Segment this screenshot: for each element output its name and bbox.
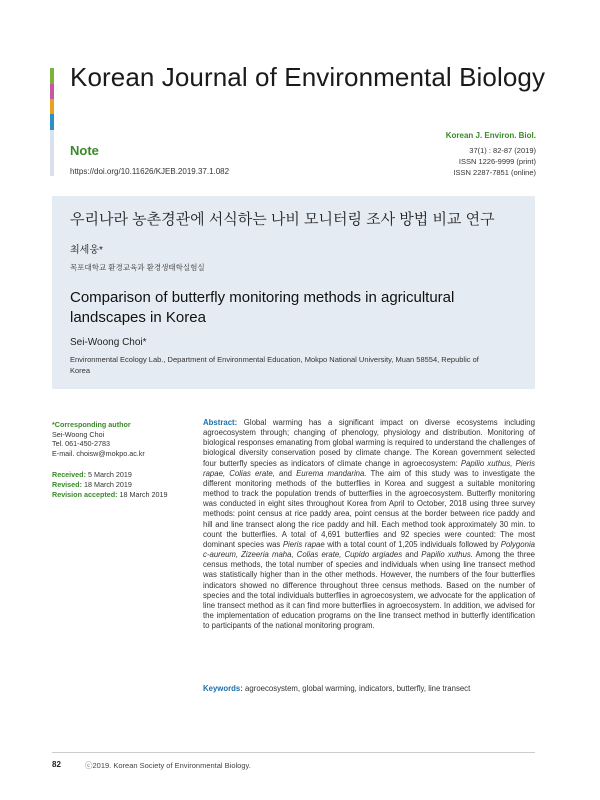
journal-abbreviation: Korean J. Environ. Biol.	[445, 131, 536, 140]
received-date: 5 March 2019	[87, 470, 132, 480]
doi-link[interactable]: https://doi.org/10.11626/KJEB.2019.37.1.082	[70, 167, 230, 176]
accent-bar-green	[50, 68, 54, 84]
revised-line	[52, 480, 192, 490]
abstract	[203, 418, 535, 631]
volume-info: 37(1) : 82-87 (2019)	[469, 146, 536, 155]
accent-bar-blue	[50, 114, 54, 130]
accent-bar-light	[50, 130, 54, 176]
keywords-text: agroecosystem, global warming, indicators, butterfly, line transect	[245, 684, 471, 693]
english-author: Sei-Woong Choi*	[70, 337, 147, 348]
corresponding-author-label: *Corresponding author	[52, 420, 131, 429]
corresponding-author-email[interactable]: E-mail. choisw@mokpo.ac.kr	[52, 448, 145, 458]
keywords-label: Keywords:	[203, 684, 243, 693]
species-names: Pieris rapae	[282, 539, 325, 549]
english-title: Comparison of butterfly monitoring methods in agricultural landscapes in Korea	[70, 289, 455, 326]
abstract-text: Among the three census methods, the total number of species and individuals when using line transect method was statistically higher than in the other methods. However, the numbers of the four butterflies indicators showed no difference throughout three census methods. Based on the number of species and the total individuals butterflies in agroecosystem, we advocate for the application of line transect method as it can find more butterflies in agroecosystem. In addition, we advised for the implementation of education programs on the line transect method in butterfly identification to participants of the national monitoring program.	[203, 550, 536, 631]
korean-affiliation: 목포대학교 환경교육과 환경생태학실험실	[70, 263, 205, 272]
english-affiliation: Environmental Ecology Lab., Department of Environmental Education, Mokpo National University, Muan 58554, Republic of Korea	[70, 355, 479, 375]
copyright-notice: ⓒ2019. Korean Society of Environmental Biology.	[85, 761, 251, 770]
keywords	[203, 684, 535, 694]
abstract-label: Abstract:	[203, 418, 238, 427]
accepted-line	[52, 490, 192, 500]
accepted-date: 18 March 2019	[119, 489, 168, 499]
article-type-label: Note	[70, 143, 99, 158]
accepted-label: Revision accepted:	[52, 489, 118, 499]
abstract-text: and	[402, 550, 422, 560]
korean-title: 우리나라 농촌경관에 서식하는 나비 모니터링 조사 방법 비교 연구	[70, 211, 495, 228]
abstract-text: and	[274, 468, 297, 478]
received-line	[52, 470, 192, 480]
abstract-text: The aim of this study was to investigate the different monitoring methods of the butterflies in Korea and suggest a suitable monitoring method to track the population trends of butterflies in the agroecosystem. Butterfly monitoring was conducted in eight sites throughout Korea from April to October, 2018 using three survey methods: point census at rice paddy area, point census at the border between rice paddy and hill and line transect along the rice paddy and hill. Each method took approximately 30 min. to count the butterflies. A total of 4,691 butterflies and 92 species were counted: The most dominant species was	[203, 468, 535, 549]
page-number: 82	[52, 760, 61, 769]
species-names: Papilio xuthus, Pieris rapae, Colias erate,	[203, 458, 535, 478]
author-info-sidebar	[52, 420, 192, 499]
accent-bar-pink	[50, 84, 54, 99]
species-names: Eurema mandarina.	[296, 468, 367, 478]
journal-title: Korean Journal of Environmental Biology	[70, 62, 546, 92]
corresponding-author-name: Sei-Woong Choi	[52, 429, 105, 439]
revised-label: Revised:	[52, 479, 82, 489]
species-names: Papilio xuthus.	[421, 550, 473, 560]
issn-online: ISSN 2287-7851 (online)	[453, 168, 536, 177]
korean-author: 최세웅*	[70, 245, 103, 256]
corresponding-author-tel: Tel. 061-450-2783	[52, 439, 110, 449]
revised-date: 18 March 2019	[83, 479, 132, 489]
species-names: Polygonia c-aureum, Zizeeria maha, Colias erate, Cupido argiades	[203, 539, 536, 560]
abstract-text: with a total count of 1,205 individuals followed by	[324, 539, 501, 549]
abstract-text: Global warming has a significant impact on diverse ecosystems including agroecosystem through; changing of phenology, physiology and distribution. Monitoring of biological responses emanating from global warming is required to understand the challenges of biological diversity conservation posed by climate change. The Korean government selected four butterfly species as indicators of climate change in agroecosystem:	[203, 418, 535, 468]
footer-divider	[52, 752, 535, 753]
received-label: Received:	[52, 470, 86, 480]
accent-bar-orange	[50, 99, 54, 114]
issn-print: ISSN 1226-9999 (print)	[458, 157, 536, 166]
